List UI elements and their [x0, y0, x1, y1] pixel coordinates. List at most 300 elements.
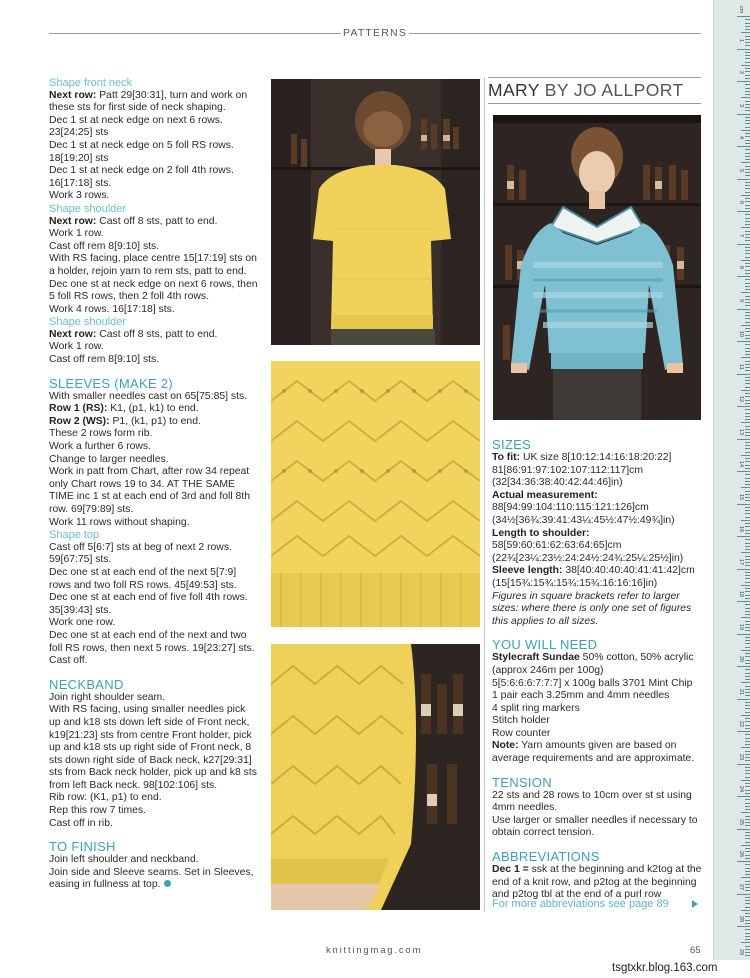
photo-model-cardigan: [493, 115, 701, 420]
line-text: 88[94:99:104:110:115:121:126]cm (34½[36¾:39:41:43¼:45½:47½:49¾]in): [492, 502, 675, 526]
ruler-number: 28: [738, 916, 744, 923]
line-text: Dec one st at neck edge on next 6 rows, then 5 foll RS rows, then 2 foll 4th rows.: [49, 278, 258, 303]
ruler-tick: [745, 838, 750, 839]
photo-back-view: [271, 79, 480, 345]
ruler-tick: [745, 851, 750, 852]
ruler-tick: [737, 341, 750, 342]
instruction-line: [492, 864, 704, 902]
ruler-tick: [745, 816, 750, 817]
ruler-tick: [741, 617, 750, 618]
ruler-tick: [745, 907, 750, 908]
ruler-number: 25: [738, 818, 744, 825]
ruler-tick: [741, 585, 750, 586]
ruler-tick: [745, 777, 750, 778]
ruler-tick: [745, 263, 750, 264]
ruler-tick: [745, 338, 750, 339]
ruler-tick: [745, 383, 750, 384]
section-heading: ABBREVIATIONS: [492, 849, 600, 865]
ruler-tick: [745, 744, 750, 745]
instruction-line: [49, 279, 259, 304]
ruler-tick: [741, 227, 750, 228]
ruler-tick: [737, 731, 750, 732]
ruler-tick: [745, 468, 750, 469]
ruler-tick: [745, 903, 750, 904]
ruler-tick: [745, 68, 750, 69]
ruler-tick: [745, 929, 750, 930]
ruler-number: 22: [738, 721, 744, 728]
ruler-tick: [741, 747, 750, 748]
ruler-number: 17: [738, 558, 744, 565]
measuring-ruler: [713, 0, 750, 960]
ruler-tick: [745, 127, 750, 128]
ruler-tick: [745, 247, 750, 248]
ruler-tick: [745, 546, 750, 547]
ruler-tick: [745, 689, 750, 690]
line-text: Use larger or smaller needles if necessary to obtain correct tension.: [492, 814, 698, 839]
ruler-tick: [745, 205, 750, 206]
ruler-tick: [745, 143, 750, 144]
instruction-line: [49, 854, 259, 867]
line-text: K1, (p1, k1) to end.: [107, 403, 199, 415]
ruler-tick: [745, 413, 750, 414]
line-text: 4 split ring markers: [492, 702, 580, 714]
ruler-tick: [745, 39, 750, 40]
line-text: Yarn amounts given are based on average requirements and are approximate.: [492, 740, 695, 765]
ruler-tick: [745, 331, 750, 332]
pattern-instructions: [49, 77, 259, 892]
ruler-tick: [741, 552, 750, 553]
ruler-tick: [745, 377, 750, 378]
ruler-tick: [745, 565, 750, 566]
ruler-tick: [745, 214, 750, 215]
line-text: ssk at the beginning and k2tog at the end of a knit row, and p2tog at the beginning and p2tog tbl at the end of a purl row: [492, 864, 702, 901]
ruler-tick: [745, 279, 750, 280]
ruler-tick: [737, 861, 750, 862]
line-text: With RS facing, using smaller needles pick up and k18 sts down left side of Front neck, k19[21:23] sts from centre Front holder, pick up and k18 sts up right side of Front neck, 8 sts down right side of Back neck, k27[29:31] sts from Back neck holder, pick up and k8 sts from left Back neck. 98[102:106] sts.: [49, 704, 257, 791]
line-text: 22 sts and 28 rows to 10cm over st st using 4mm needles.: [492, 789, 692, 814]
ruler-tick: [745, 695, 750, 696]
subsection-heading: Shape shoulder: [49, 316, 127, 329]
ruler-tick: [745, 481, 750, 482]
line-text: Patt 29[30:31], turn and work on these sts for first side of neck shaping.: [49, 89, 248, 114]
title-rule-top: [488, 77, 701, 78]
ruler-tick: [745, 175, 750, 176]
section-heading: TENSION: [492, 774, 552, 790]
ruler-tick: [745, 328, 750, 329]
ruler-tick: [745, 348, 750, 349]
ruler-tick: [741, 520, 750, 521]
line-text: 5[5:6:6:6:7:7:7] x 100g balls 3701 Mint Chip: [492, 677, 693, 689]
ruler-tick: [745, 848, 750, 849]
ruler-tick: [745, 416, 750, 417]
instruction-line: [492, 652, 704, 677]
line-text: Dec 1 st at neck edge on 2 foll 4th rows. 16[17:18] sts.: [49, 165, 234, 189]
ruler-tick: [745, 29, 750, 30]
ruler-tick: [745, 354, 750, 355]
ruler-tick: [745, 140, 750, 141]
ruler-tick: [745, 123, 750, 124]
ruler-tick: [745, 302, 750, 303]
ruler-tick: [737, 49, 750, 50]
ruler-tick: [737, 796, 750, 797]
ruler-tick: [745, 608, 750, 609]
ruler-tick: [737, 81, 750, 82]
bold-label: Actual measurement:: [492, 489, 598, 501]
ruler-tick: [745, 396, 750, 397]
ruler-tick: [745, 773, 750, 774]
ruler-tick: [745, 549, 750, 550]
end-dot-icon: [164, 880, 171, 887]
ruler-tick: [745, 52, 750, 53]
ruler-tick: [745, 23, 750, 24]
ruler-tick: [741, 292, 750, 293]
ruler-tick: [745, 614, 750, 615]
ruler-tick: [745, 445, 750, 446]
ruler-number: 15: [738, 493, 744, 500]
ruler-tick: [737, 406, 750, 407]
ruler-tick: [745, 728, 750, 729]
line-text: With RS facing, place centre 15[17:19] sts on a holder, rejoin yarn to rem sts, patt to end.: [49, 253, 257, 277]
section-heading: NECKBAND: [49, 676, 124, 692]
ruler-tick: [745, 270, 750, 271]
photo-sleeve-detail: [271, 644, 480, 910]
ruler-tick: [745, 45, 750, 46]
ruler-tick: [745, 299, 750, 300]
ruler-tick: [745, 526, 750, 527]
ruler-tick: [745, 881, 750, 882]
ruler-tick: [745, 266, 750, 267]
instruction-line: [492, 528, 704, 566]
ruler-tick: [745, 62, 750, 63]
bold-label: Next row:: [49, 89, 97, 101]
ruler-tick: [737, 569, 750, 570]
ruler-tick: [745, 231, 750, 232]
instruction-line: [492, 565, 704, 590]
ruler-tick: [737, 276, 750, 277]
ruler-number: 27: [738, 883, 744, 890]
line-text: Dec 1 st at neck edge on 5 foll RS rows. 18[19:20] sts: [49, 139, 234, 164]
subsection-heading: Shape front neck: [49, 77, 133, 89]
ruler-tick: [745, 660, 750, 661]
line-text: Cast off in rib.: [49, 817, 113, 829]
subsection-heading: Shape top: [49, 529, 100, 542]
pattern-title: [488, 80, 701, 101]
ruler-tick: [745, 448, 750, 449]
ruler-tick: [745, 120, 750, 121]
ruler-tick: [745, 647, 750, 648]
ruler-tick: [745, 725, 750, 726]
ruler-tick: [745, 556, 750, 557]
ruler-tick: [737, 536, 750, 537]
ruler-tick: [745, 237, 750, 238]
ruler-number: 23: [738, 753, 744, 760]
ruler-tick: [737, 439, 750, 440]
ruler-tick: [737, 504, 750, 505]
ruler-number: 19: [738, 623, 744, 630]
ruler-tick: [745, 484, 750, 485]
ruler-tick: [745, 757, 750, 758]
ruler-tick: [745, 708, 750, 709]
ruler-tick: [745, 94, 750, 95]
ruler-number: 14: [738, 461, 744, 468]
ruler-tick: [745, 916, 750, 917]
ruler-tick: [741, 162, 750, 163]
ruler-tick: [745, 88, 750, 89]
bold-label: Length to shoulder:: [492, 527, 590, 539]
ruler-tick: [745, 182, 750, 183]
ruler-tick: [745, 751, 750, 752]
ruler-number: 26: [738, 851, 744, 858]
ruler-tick: [745, 513, 750, 514]
ruler-tick: [741, 32, 750, 33]
ruler-tick: [745, 575, 750, 576]
ruler-tick: [737, 699, 750, 700]
ruler-tick: [745, 809, 750, 810]
section-heading: SIZES: [492, 437, 532, 452]
ruler-tick: [745, 598, 750, 599]
abbreviations-link[interactable]: For more abbreviations see page 89: [492, 898, 669, 910]
ruler-tick: [745, 890, 750, 891]
line-text: Join left shoulder and neckband.: [49, 854, 199, 866]
ruler-tick: [745, 273, 750, 274]
ruler-tick: [745, 286, 750, 287]
ruler-number: 9: [738, 298, 744, 302]
ruler-tick: [745, 663, 750, 664]
ruler-tick: [745, 588, 750, 589]
ruler-tick: [745, 611, 750, 612]
instruction-line: [49, 341, 259, 354]
ruler-tick: [745, 458, 750, 459]
ruler-tick: [745, 676, 750, 677]
ruler-tick: [745, 494, 750, 495]
ruler-tick: [745, 500, 750, 501]
ruler-tick: [745, 435, 750, 436]
ruler-tick: [745, 201, 750, 202]
instruction-line: [49, 592, 259, 617]
ruler-number: 24: [738, 786, 744, 793]
ruler-tick: [745, 478, 750, 479]
bold-label: Note:: [492, 740, 519, 752]
ruler-tick: [745, 562, 750, 563]
ruler-tick: [745, 939, 750, 940]
ruler-tick: [745, 419, 750, 420]
bold-label: Sleeve length:: [492, 565, 563, 577]
ruler-tick: [745, 387, 750, 388]
ruler-tick: [745, 208, 750, 209]
ruler-tick: [745, 936, 750, 937]
ruler-tick: [745, 923, 750, 924]
ruler-number: 21: [738, 688, 744, 695]
line-text: Work 4 rows. 16[17:18] sts.: [49, 303, 175, 315]
instruction-line: [49, 655, 259, 668]
section-label: PATTERNS: [342, 27, 408, 39]
ruler-tick: [741, 357, 750, 358]
ruler-tick: [745, 149, 750, 150]
line-text: Cast off 5[6:7] sts at beg of next 2 rows. 59[67:75] sts.: [49, 541, 232, 566]
ruler-number: 20: [738, 656, 744, 663]
ruler-tick: [745, 920, 750, 921]
instruction-line: [49, 140, 259, 165]
ruler-tick: [745, 790, 750, 791]
ruler-tick: [745, 822, 750, 823]
ruler-number: 11: [738, 363, 744, 370]
instruction-line: [49, 630, 259, 655]
section-heading: YOU WILL NEED: [492, 637, 598, 653]
ruler-tick: [741, 455, 750, 456]
ruler-tick: [745, 572, 750, 573]
ruler-tick: [745, 933, 750, 934]
line-text: Dec one st at each end of the next 5[7:9] rows and two foll RS rows. 45[49:53] sts.: [49, 566, 237, 591]
ruler-number: 7: [738, 233, 744, 237]
instruction-line: [492, 740, 704, 765]
ruler-tick: [745, 58, 750, 59]
line-text: Cast off rem 8[9:10] sts.: [49, 354, 160, 366]
ruler-tick: [741, 390, 750, 391]
ruler-tick: [745, 91, 750, 92]
ruler-tick: [737, 16, 750, 17]
ruler-tick: [745, 858, 750, 859]
ruler-number: 5: [738, 168, 744, 172]
ruler-tick: [745, 803, 750, 804]
ruler-tick: [737, 926, 750, 927]
ruler-tick: [745, 322, 750, 323]
title-rule-bottom: [488, 103, 701, 104]
ruler-tick: [737, 471, 750, 472]
bold-label: Row 2 (WS):: [49, 415, 110, 427]
instruction-line: [49, 304, 259, 317]
line-text: 1 pair each 3.25mm and 4mm needles: [492, 690, 670, 702]
ruler-tick: [745, 491, 750, 492]
ruler-tick: [741, 97, 750, 98]
ruler-tick: [745, 887, 750, 888]
ruler-number: 8: [738, 266, 744, 270]
ruler-tick: [745, 26, 750, 27]
line-text: Work 3 rows.: [49, 190, 110, 202]
ruler-tick: [745, 442, 750, 443]
ruler-tick: [737, 244, 750, 245]
instruction-line: [49, 567, 259, 592]
ruler-tick: [745, 110, 750, 111]
ruler-tick: [745, 253, 750, 254]
ruler-tick: [745, 640, 750, 641]
ruler-tick: [745, 783, 750, 784]
ruler-tick: [745, 250, 750, 251]
ruler-number: 13: [738, 428, 744, 435]
ruler-tick: [745, 767, 750, 768]
ruler-tick: [741, 195, 750, 196]
instruction-line: [49, 241, 259, 254]
ruler-tick: [745, 517, 750, 518]
line-text: Cast off rem 8[9:10] sts.: [49, 240, 160, 252]
ruler-tick: [745, 432, 750, 433]
ruler-tick: [745, 218, 750, 219]
ruler-tick: [745, 159, 750, 160]
ruler-tick: [745, 523, 750, 524]
line-text: 50% cotton, 50% acrylic (approx 246m per 100g): [492, 652, 694, 676]
header-rule-right: [409, 33, 701, 34]
instruction-line: [49, 704, 259, 792]
line-text: Dec one st at each end of the next and two foll RS rows, then next 5 rows. 19[23:27] sts.: [49, 629, 255, 654]
ruler-tick: [745, 351, 750, 352]
ruler-tick: [745, 318, 750, 319]
ruler-tick: [745, 718, 750, 719]
ruler-tick: [745, 543, 750, 544]
ruler-tick: [745, 825, 750, 826]
ruler-tick: [737, 179, 750, 180]
ruler-tick: [745, 344, 750, 345]
ruler-tick: [745, 842, 750, 843]
ruler-tick: [745, 559, 750, 560]
ruler-tick: [741, 877, 750, 878]
instruction-line: [49, 617, 259, 630]
bold-label: Stylecraft Sundae: [492, 652, 580, 664]
line-text: Join side and Sleeve seams. Set in Sleeves, easing in fullness at top.: [49, 866, 254, 891]
ruler-tick: [745, 624, 750, 625]
instruction-line: [49, 441, 259, 454]
ruler-tick: [745, 799, 750, 800]
ruler-tick: [745, 621, 750, 622]
ruler-tick: [745, 868, 750, 869]
ruler-tick: [741, 487, 750, 488]
ruler-tick: [737, 829, 750, 830]
ruler-tick: [745, 871, 750, 872]
section-heading: SLEEVES (MAKE 2): [49, 375, 174, 391]
ruler-tick: [745, 461, 750, 462]
instruction-line: [49, 354, 259, 367]
ruler-tick: [745, 855, 750, 856]
ruler-tick: [745, 117, 750, 118]
ruler-tick: [745, 627, 750, 628]
ruler-tick: [745, 367, 750, 368]
instruction-line: [49, 90, 259, 115]
ruler-tick: [745, 578, 750, 579]
ruler-tick: [745, 305, 750, 306]
ruler-tick: [737, 634, 750, 635]
instruction-line: [49, 428, 259, 441]
line-text: Dec 1 st at neck edge on next 6 rows. 23[24:25] sts: [49, 114, 223, 139]
ruler-tick: [745, 864, 750, 865]
bold-label: Dec 1 =: [492, 864, 529, 876]
line-text: Work 1 row.: [49, 341, 104, 353]
ruler-tick: [745, 679, 750, 680]
ruler-tick: [745, 539, 750, 540]
ruler-tick: [745, 474, 750, 475]
site-url: knittingmag.com: [326, 945, 423, 956]
instruction-line: [49, 228, 259, 241]
ruler-tick: [745, 104, 750, 105]
ruler-tick: [745, 900, 750, 901]
ruler-tick: [745, 874, 750, 875]
ruler-tick: [745, 604, 750, 605]
ruler-tick: [737, 601, 750, 602]
ruler-tick: [745, 198, 750, 199]
ruler-tick: [745, 913, 750, 914]
photo-lace-detail: [271, 361, 480, 627]
ruler-tick: [745, 712, 750, 713]
ruler-tick: [745, 832, 750, 833]
line-text: Cast off 8 sts, patt to end.: [96, 215, 218, 227]
line-text: UK size 8[10:12:14:16:18:20:22] 81[86:91:97:102:107:112:117]cm (32[34:36:38:40:42:44:46]in): [492, 452, 672, 489]
ruler-tick: [745, 380, 750, 381]
ruler-tick: [745, 283, 750, 284]
ruler-number: 18: [738, 591, 744, 598]
ruler-tick: [745, 185, 750, 186]
instruction-line: [49, 818, 259, 831]
ruler-tick: [745, 630, 750, 631]
ruler-tick: [745, 819, 750, 820]
instruction-line: [49, 190, 259, 203]
line-text: Figures in square brackets refer to larger sizes: where there is only one set of figures this applies to all sizes.: [492, 590, 692, 627]
